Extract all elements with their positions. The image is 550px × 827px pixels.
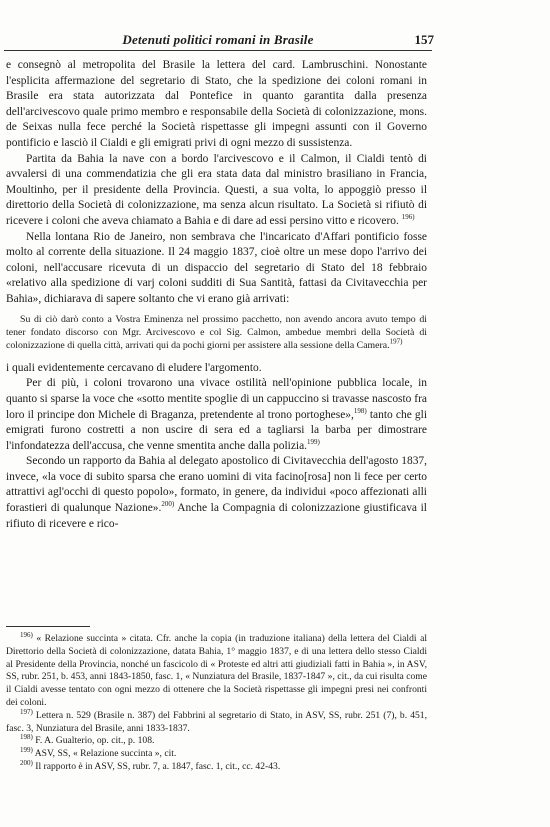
paragraph: Per di più, i coloni trovarono una vivace ostilità nell'opinione pubblica locale, in quanto si sparse la voce che «sotto mentite spoglie di un cappuccino si travasse nascosto fra loro il principe don Michele di Braganza, pretendente al trono portoghese»,$^{198)}$ tanto che gli emigrati furono costretti a non uscire di sera ed a tagliarsi la barba per dimostrare l'infondatezza dell'accusa, che venne smentita anche dalla polizia.$^{199)}$ [6, 377, 427, 452]
block-quote: Su di ciò darò conto a Vostra Eminenza nel prossimo pacchetto, non avendo ancora avuto tempo di tener fondato discorso con Mgr. Arcivescovo e col Sig. Calmon, ambedue membri della Società di colonizzazione di quella città, arrivati qui da pochi giorni per assistere alla sessione della Camera.$^{197)}$ [6, 313, 427, 352]
paragraph: Secondo un rapporto da Bahia al delegato apostolico di Civitavecchia dell'agosto 1837, invece, «la voce di subito sparsa che erano uomini di vita facino[rosa] non li fece per certo attrattivi agl'occhi di questo popolo», formato, in genere, da individui «poco affezionati alli forastieri di qualunque Nazione».$^{200)}$ Anche la Compagnia di colonizzazione giustificava il rifiuto di ricevere e rico- [6, 455, 427, 530]
footnote: $^{198)}$ F. A. Gualterio, op. cit., p. 108. [20, 733, 155, 747]
footnote: $^{200)}$ Il rapporto è in ASV, SS, rubr. 7, a. 1847, fasc. 1, cit., cc. 42-43. [20, 758, 281, 772]
paragraph: i quali evidentemente cercavano di eludere l'argomento. [6, 361, 262, 374]
running-title: Detenuti politici romani in Brasile [122, 32, 314, 47]
footnote-ref: 200) [161, 500, 175, 509]
footnote: $^{196)}$ « Relazione succinta » citata. Cfr. anche la copia (in traduzione italiana) della lettera del Cialdi al Direttorio della Società di colonizzazione, datata Bahia, 1° maggio 1837, e di una lettera dello stesso Cialdi al Presidente della Provincia, nonché un fascicolo di « Proteste ed altri atti giudiziali fatti in Bahia », in ASV, SS, rubr. 251, b. 453, anni 1843-1850, fasc. 1, « Nunziatura del Brasile, 1837-1847 », cit., da cui risulta come il Cialdi avesse tentato con ogni mezzo di ottenere che la Società rispettasse gli impegni presi nei confronti dei coloni. [6, 630, 427, 708]
footnote: $^{199)}$ ASV, SS, « Relazione succinta », cit. [20, 745, 177, 760]
footnote-ref: 196) [401, 213, 415, 222]
footnote-ref: 197) [389, 338, 403, 347]
header-rule [4, 50, 432, 51]
paragraph: Nella lontana Rio de Janeiro, non sembrava che l'incaricato d'Affari pontificio fosse molto al corrente della situazione. Il 24 maggio 1837, cioè oltre un mese dopo l'arrivo dei coloni, nell'accusare ricevuta di un dispaccio del segretario di Stato del 18 febbraio «relativo alla spedizione di varj coloni sudditi di Sua Santità, fattasi da Civitavecchia per Bahia», dichiarava di sapere soltanto che vi erano già arrivati: [6, 230, 427, 305]
footnotes [6, 626, 427, 774]
paragraph: e consegnò al metropolita del Brasile la lettera del card. Lambruschini. Nonostante l'esplicita affermazione del segretario di Stato, che la spedizione dei coloni romani in Brasile era stata autorizzata dal Pontefice in quanto garantita dalla presenza dell'arcivescovo quale primo membro e responsabile della Società di colonizzazione, mons. de Seixas nulla fece perché la Società rispettasse gli impegni assunti con il Governo pontificio e lasciò il Cialdi e gli emigrati privi di ogni mezzo di sussistenza. [6, 59, 427, 149]
footnote-rule [6, 626, 90, 627]
footnote: $^{197)}$ Lettera n. 529 (Brasile n. 387) del Fabbrini al segretario di Stato, in ASV, SS, rubr. 251 (7), b. 451, fasc. 3, Nunziatura del Brasile, anni 1833-1837. [6, 707, 427, 734]
body-text [6, 58, 427, 532]
footnote-ref: 198) [353, 406, 367, 415]
footnote-ref: 199) [307, 437, 320, 446]
page-number: 157 [414, 32, 434, 47]
paragraph: Partita da Bahia la nave con a bordo l'arcivescovo e il Calmon, il Cialdi tentò di avvalersi di una commendatizia che gli era stata data dal ministro brasiliano in Francia, Moultinho, per il presidente della Provincia. Questi, a sua volta, lo appoggiò presso il direttorio della Società di colonizzazione, ma senza alcun risultato. La Società si rifiutò di ricevere i coloni che aveva chiamato a Bahia e di dare ad essi persino vitto e ricovero. $^{196)}$ [6, 152, 427, 227]
